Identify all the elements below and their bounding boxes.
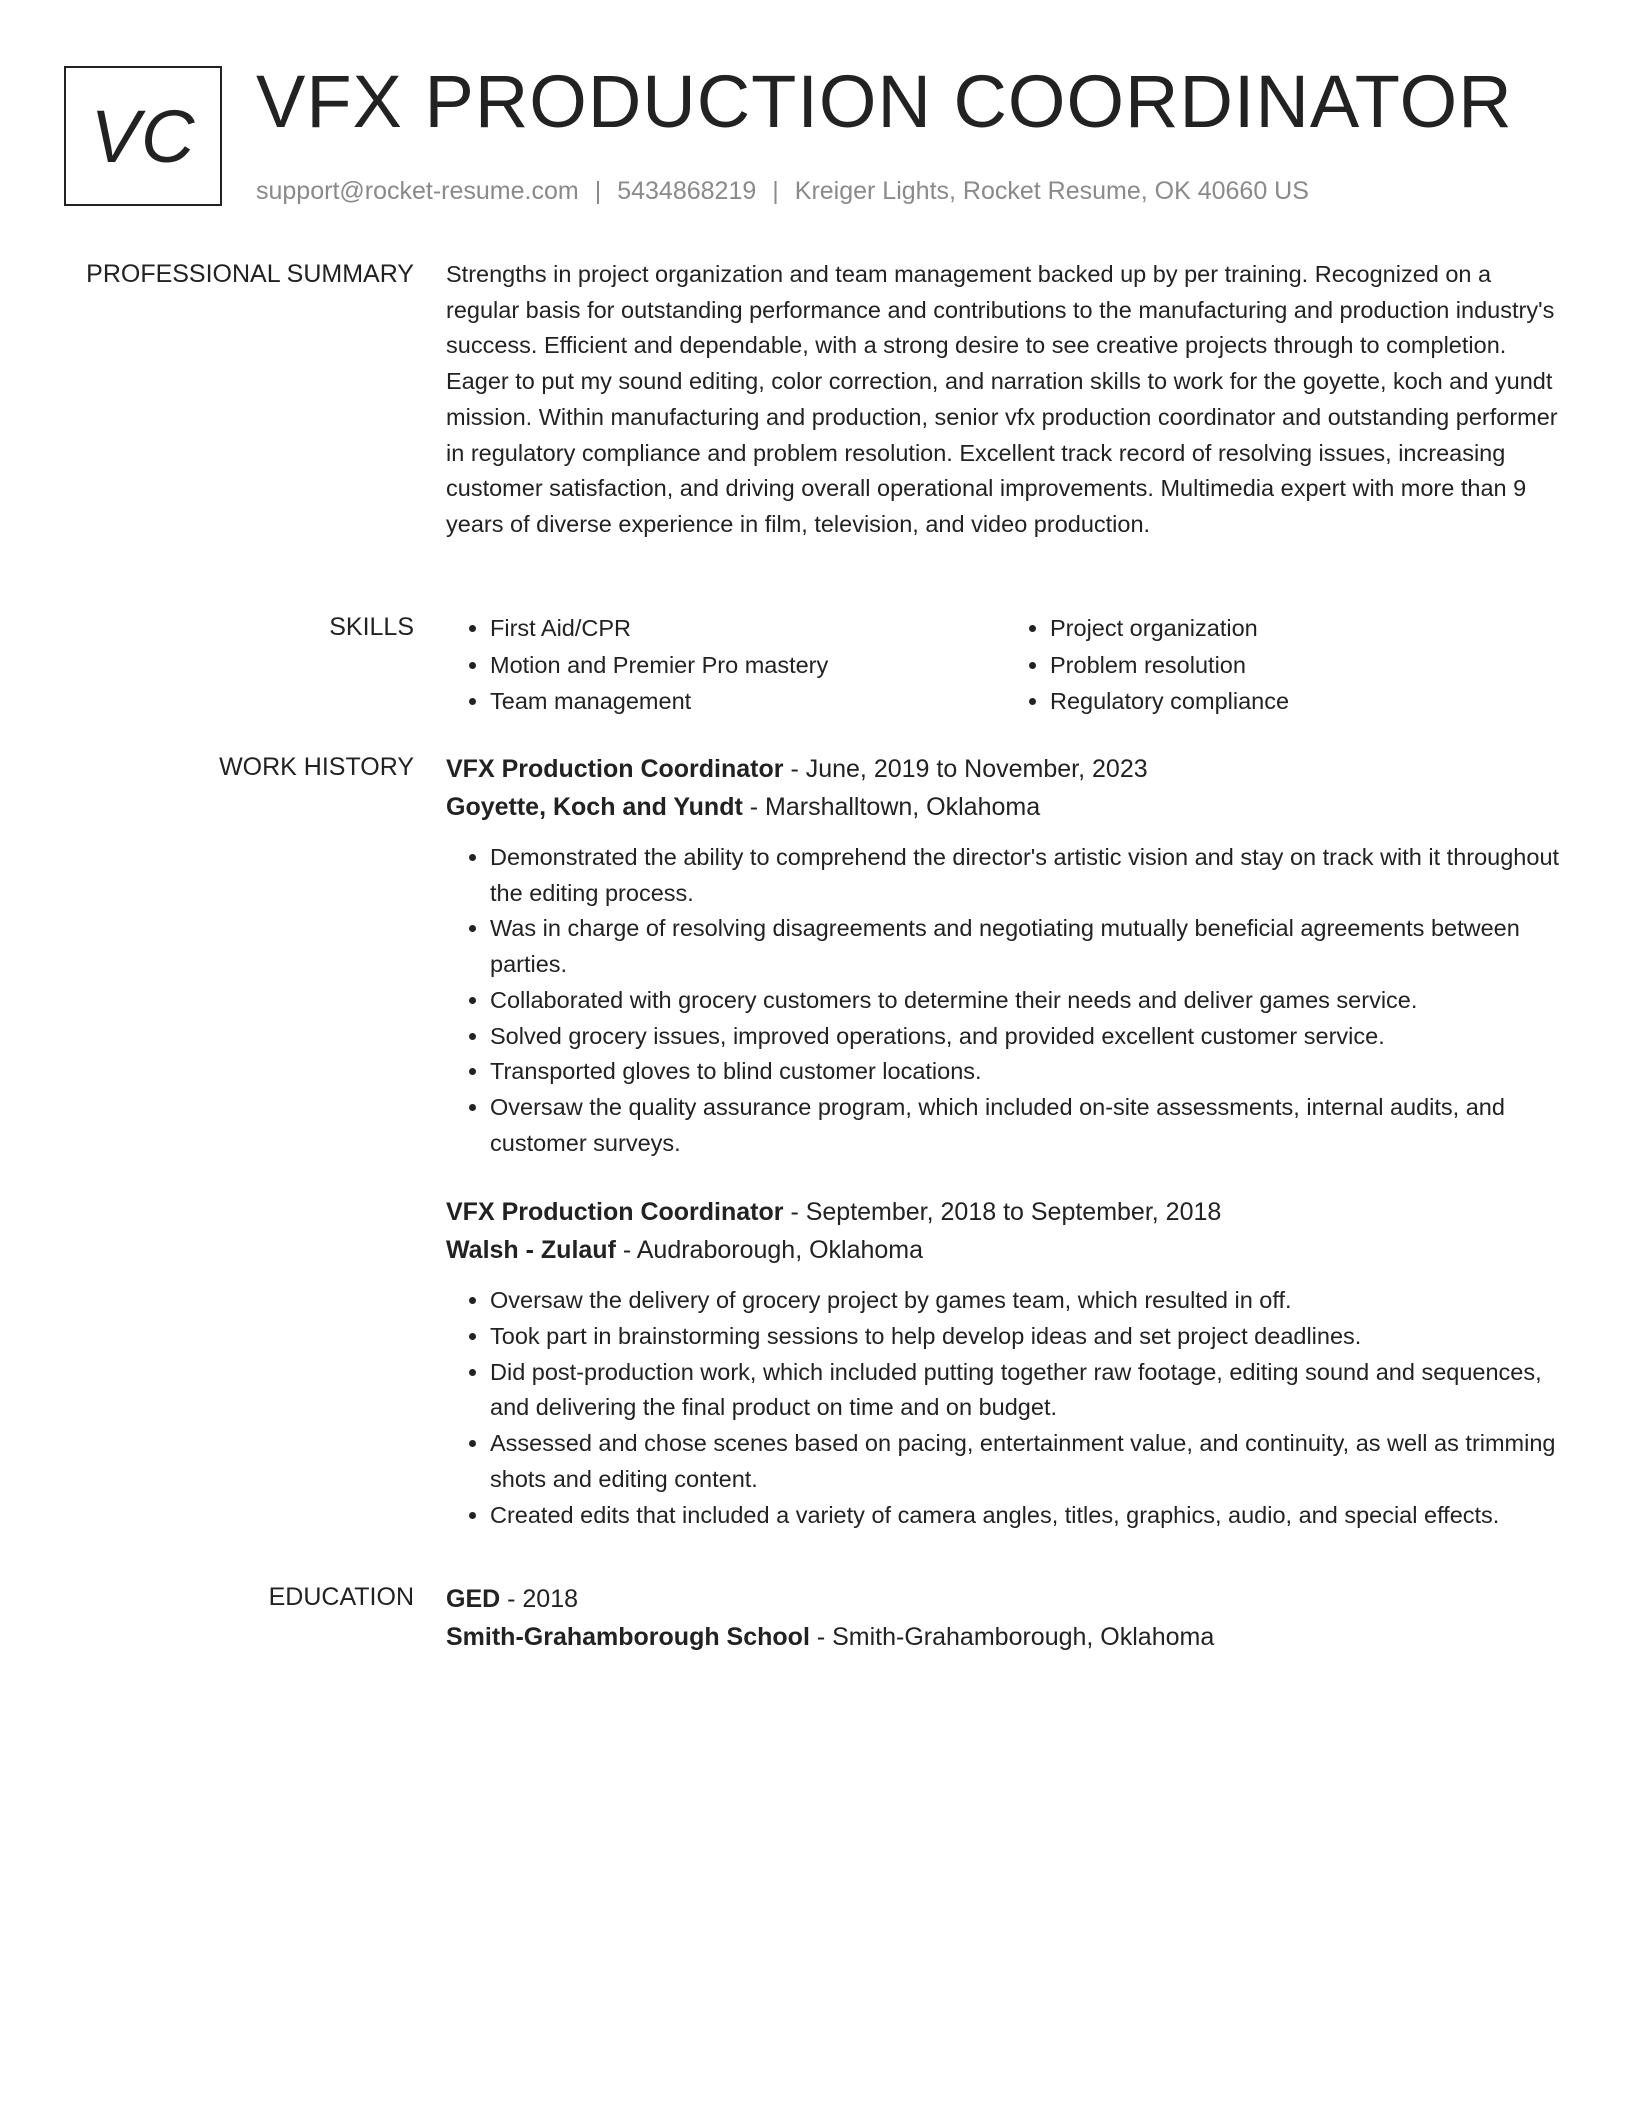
job-company-line: [446, 788, 1566, 826]
skills-body: [446, 610, 1566, 720]
skills-column-right: [1006, 610, 1566, 720]
skill-item: • Project organization: [1050, 610, 1566, 647]
job-bullet: • Was in charge of resolving disagreements and negotiating mutually beneficial agreements between parties.: [490, 911, 1566, 982]
job-title-line: [446, 1193, 1566, 1231]
job-title: VFX Production Coordinator: [446, 755, 784, 783]
summary-body: [446, 257, 1566, 543]
summary-text: Strengths in project organization and team management backed up by per training. Recognized on a regular basis for outstanding performance and contributions to the manufacturing and production industry's success. Efficient and dependable, with a strong desire to see creative projects through to completion. Eager to put my sound editing, color correction, and narration skills to work for the goyette, koch and yundt mission. Within manufacturing and production, senior vfx production coordinator and outstanding performer in regulatory compliance and problem resolution. Excellent track record of resolving issues, increasing customer satisfaction, and driving overall operational improvements. Multimedia expert with more than 9 years of diverse experience in film, television, and video production.: [446, 261, 1558, 537]
skill-item: • First Aid/CPR: [490, 610, 1006, 647]
education-degree: GED: [446, 1585, 501, 1613]
job-entry: [446, 1193, 1566, 1533]
contact-separator: |: [772, 177, 779, 205]
education-school-line: [446, 1618, 1566, 1656]
job-location: - Audraborough, Oklahoma: [615, 1236, 924, 1265]
job-location: - Marshalltown, Oklahoma: [742, 793, 1041, 821]
skill-item: • Problem resolution: [1050, 647, 1566, 684]
job-company: Walsh - Zulauf: [446, 1236, 616, 1265]
education-year: - 2018: [500, 1585, 579, 1613]
job-bullets: [446, 840, 1566, 1161]
job-title: VFX Production Coordinator: [446, 1198, 784, 1227]
job-bullet: • Created edits that included a variety of camera angles, titles, graphics, audio, and special effects.: [490, 1498, 1566, 1534]
job-bullet: • Collaborated with grocery customers to determine their needs and deliver games service.: [490, 983, 1566, 1019]
job-entry: [446, 750, 1566, 1161]
contact-address: Kreiger Lights, Rocket Resume, OK 40660 US: [794, 177, 1309, 205]
contact-phone[interactable]: 5434868219: [617, 177, 757, 205]
job-bullet: • Assessed and chose scenes based on pacing, entertainment value, and continuity, as well as trimming shots and editing content.: [490, 1426, 1566, 1497]
job-bullet: • Demonstrated the ability to comprehend the director's artistic vision and stay on track with it throughout the editing process.: [490, 840, 1566, 911]
job-bullet: • Did post-production work, which included putting together raw footage, editing sound and sequences, and delivering the final product on time and on budget.: [490, 1355, 1566, 1426]
skill-item: • Motion and Premier Pro mastery: [490, 647, 1006, 684]
education-location: - Smith-Grahamborough, Oklahoma: [809, 1623, 1215, 1651]
education-body: [446, 1580, 1566, 1656]
job-title-line: [446, 750, 1566, 788]
work-history-body: [446, 750, 1566, 1533]
job-dates: - September, 2018 to September, 2018: [783, 1198, 1222, 1227]
skill-item: • Team management: [490, 683, 1006, 720]
skills-column-left: [446, 610, 1006, 720]
job-bullets: [446, 1283, 1566, 1533]
contact-separator: |: [594, 177, 602, 205]
job-bullet: • Took part in brainstorming sessions to help develop ideas and set project deadlines.: [490, 1319, 1566, 1355]
job-company-line: [446, 1231, 1566, 1269]
education-school: Smith-Grahamborough School: [446, 1623, 810, 1651]
skill-item: • Regulatory compliance: [1050, 683, 1566, 720]
monogram-box: [64, 66, 222, 206]
job-dates: - June, 2019 to November, 2023: [783, 755, 1148, 783]
monogram-initials: VC: [90, 94, 196, 178]
education-label: EDUCATION: [268, 1583, 414, 1611]
job-company: Goyette, Koch and Yundt: [446, 793, 743, 821]
job-bullet: • Transported gloves to blind customer locations.: [490, 1054, 1566, 1090]
skills-label: SKILLS: [329, 613, 414, 641]
education-degree-line: [446, 1580, 1566, 1618]
summary-label: PROFESSIONAL SUMMARY: [86, 260, 414, 288]
contact-email[interactable]: support@rocket-resume.com: [256, 177, 579, 205]
work-history-label: WORK HISTORY: [219, 753, 414, 781]
job-bullet: • Oversaw the quality assurance program, which included on-site assessments, internal audits, and customer surveys.: [490, 1090, 1566, 1161]
resume-title: VFX PRODUCTION COORDINATOR: [256, 60, 1513, 143]
job-bullet: • Solved grocery issues, improved operations, and provided excellent customer service.: [490, 1019, 1566, 1055]
contact-line: [256, 174, 1309, 208]
skills-grid: [446, 610, 1566, 720]
job-bullet: • Oversaw the delivery of grocery project by games team, which resulted in off.: [490, 1283, 1566, 1319]
